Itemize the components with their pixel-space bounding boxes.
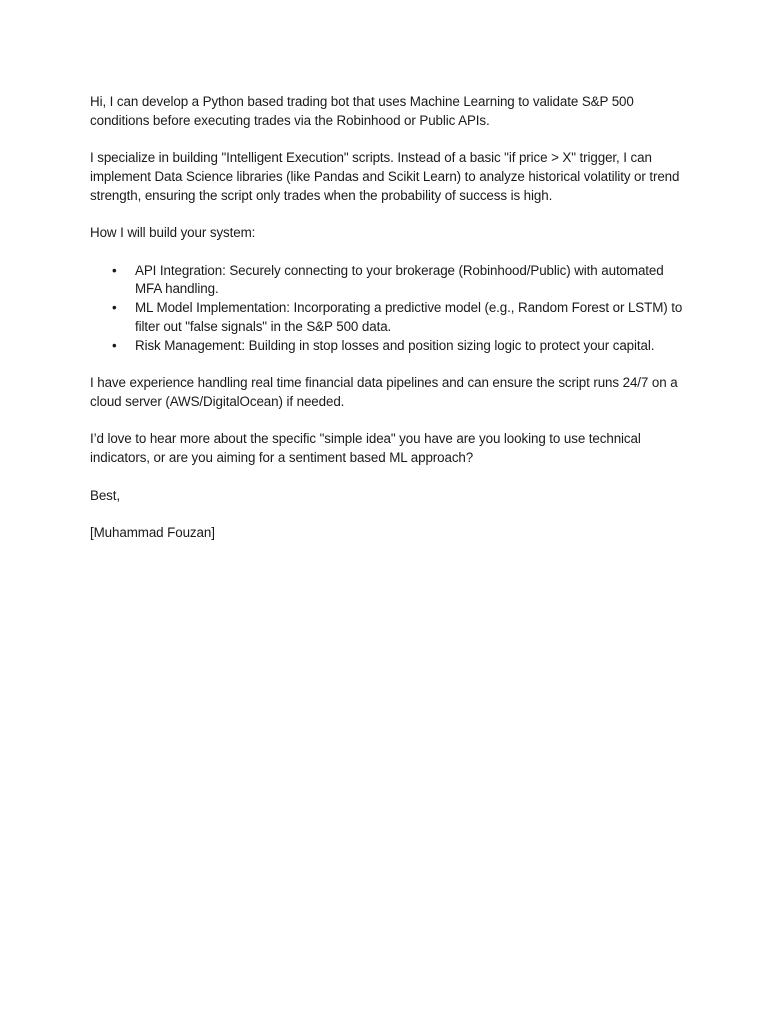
intro-paragraph: Hi, I can develop a Python based trading bot that uses Machine Learning to validate S&P 500 conditions before executing trades via the Robinhood or Public APIs.	[90, 94, 634, 128]
experience-paragraph: I have experience handling real time financial data pipelines and can ensure the script runs 24/7 on a cloud server (AWS/DigitalOcean) if needed.	[90, 375, 678, 409]
list-item	[90, 262, 690, 300]
signature: [Muhammad Fouzan]	[90, 524, 215, 540]
bullet-text-api-integration: API Integration: Securely connecting to your brokerage (Robinhood/Public) with automated MFA handling.	[135, 262, 664, 297]
plan-heading: How I will build your system:	[90, 225, 256, 241]
bullet-icon: •	[112, 262, 117, 278]
bullet-text-ml-model: ML Model Implementation: Incorporating a predictive model (e.g., Random Forest or LSTM) to filter out "false signals" in the S&P 500 data.	[135, 300, 683, 334]
closing-line: Best,	[90, 487, 121, 503]
list-item	[90, 337, 690, 356]
bullet-icon: •	[112, 337, 117, 353]
bullet-text-risk-management: Risk Management: Building in stop losses and position sizing logic to protect your capital.	[135, 337, 655, 353]
specialty-paragraph: I specialize in building "Intelligent Execution" scripts. Instead of a basic "if price > X" trigger, I can implement Data Science libraries (like Pandas and Scikit Learn) to analyze historical volatility or trend strength, ensuring the script only trades when the probability of success is high.	[90, 150, 680, 203]
bullet-icon: •	[112, 300, 117, 316]
letter-body	[90, 93, 690, 561]
bullet-list	[90, 262, 690, 356]
list-item	[90, 299, 690, 337]
question-paragraph: I’d love to hear more about the specific "simple idea" you have are you looking to use technical indicators, or are you aiming for a sentiment based ML approach?	[90, 431, 641, 466]
